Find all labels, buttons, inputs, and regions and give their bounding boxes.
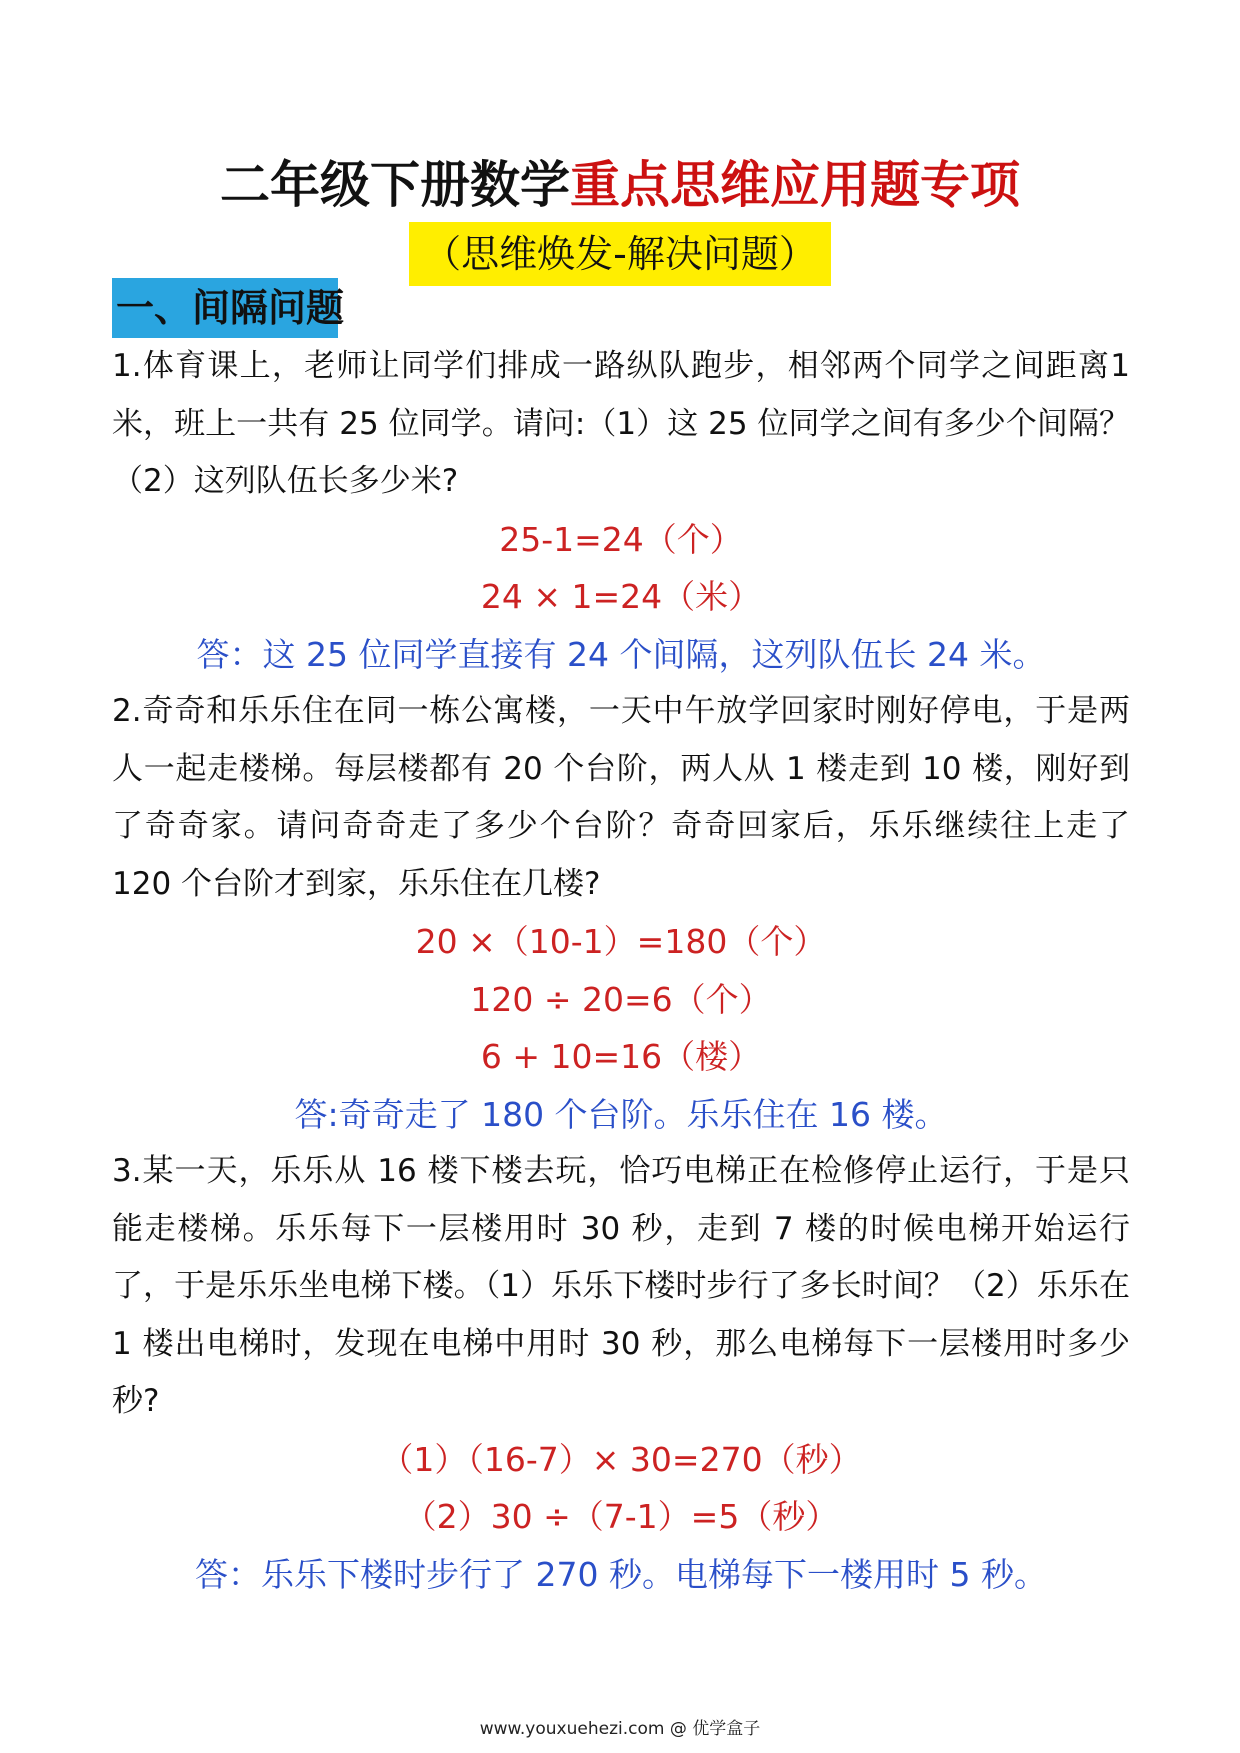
section-heading: 一、间隔问题 xyxy=(112,278,338,338)
problem-3-step-2: （2）30 ÷（7-1）=5（秒） xyxy=(403,1497,839,1536)
problem-1-step-1: 25-1=24（个） xyxy=(499,519,743,559)
problem-2-question: 2.奇奇和乐乐住在同一栋公寓楼，一天中午放学回家时刚好停电，于是两人一起走楼梯。每层楼都有 20 个台阶，两人从 1 楼走到 10 楼，刚好到了奇奇家。请问奇奇走了多少个台阶？奇奇回家后，乐乐继续往上走了 120 个台阶才到家，乐乐住在几楼? xyxy=(112,693,1130,902)
problem-3-question: 3.某一天，乐乐从 16 楼下楼去玩，恰巧电梯正在检修停止运行，于是只能走楼梯。乐乐每下一层楼用时 30 秒，走到 7 楼的时候电梯开始运行了，于是乐乐坐电梯下楼。（1）乐乐下楼时步行了多长时间？（2）乐乐在 1 楼出电梯时，发现在电梯中用时 30 秒，那么电梯每下一层楼用时多少秒? xyxy=(112,1153,1130,1419)
problem-1-question: 1.体育课上，老师让同学们排成一路纵队跑步，相邻两个同学之间距离1 米，班上一共有 25 位同学。请问:（1）这 25 位同学之间有多少个间隔？（2）这列队伍长多少米? xyxy=(112,348,1130,499)
problem-3-step-1: （1）（16-7）× 30=270（秒） xyxy=(380,1439,862,1479)
problem-2-step-1: 20 ×（10-1）=180（个） xyxy=(415,922,827,961)
footer-watermark: www.youxuehezi.com @ 优学盒子 xyxy=(479,1719,761,1739)
subtitle-wrapper xyxy=(0,222,1240,286)
problem-1-step-2: 24 × 1=24（米） xyxy=(480,577,762,616)
subtitle-highlight: （思维焕发-解决问题） xyxy=(409,222,831,286)
title-black-part: 二年级下册数学 xyxy=(220,156,570,214)
problem-2-step-3: 6 + 10=16（楼） xyxy=(480,1037,762,1076)
problem-1-answer: 答：这 25 位同学直接有 24 个间隔，这列队伍长 24 米。 xyxy=(196,634,1046,674)
problem-2-answer: 答:奇奇走了 180 个台阶。乐乐住在 16 楼。 xyxy=(294,1094,948,1134)
problem-2-step-2: 120 ÷ 20=6（个） xyxy=(470,979,772,1019)
page-title xyxy=(0,150,1240,220)
title-red-part: 重点思维应用题专项 xyxy=(570,156,1020,214)
problem-3-answer: 答：乐乐下楼时步行了 270 秒。电梯每下一楼用时 5 秒。 xyxy=(195,1554,1047,1594)
problems-list xyxy=(112,338,1130,1603)
